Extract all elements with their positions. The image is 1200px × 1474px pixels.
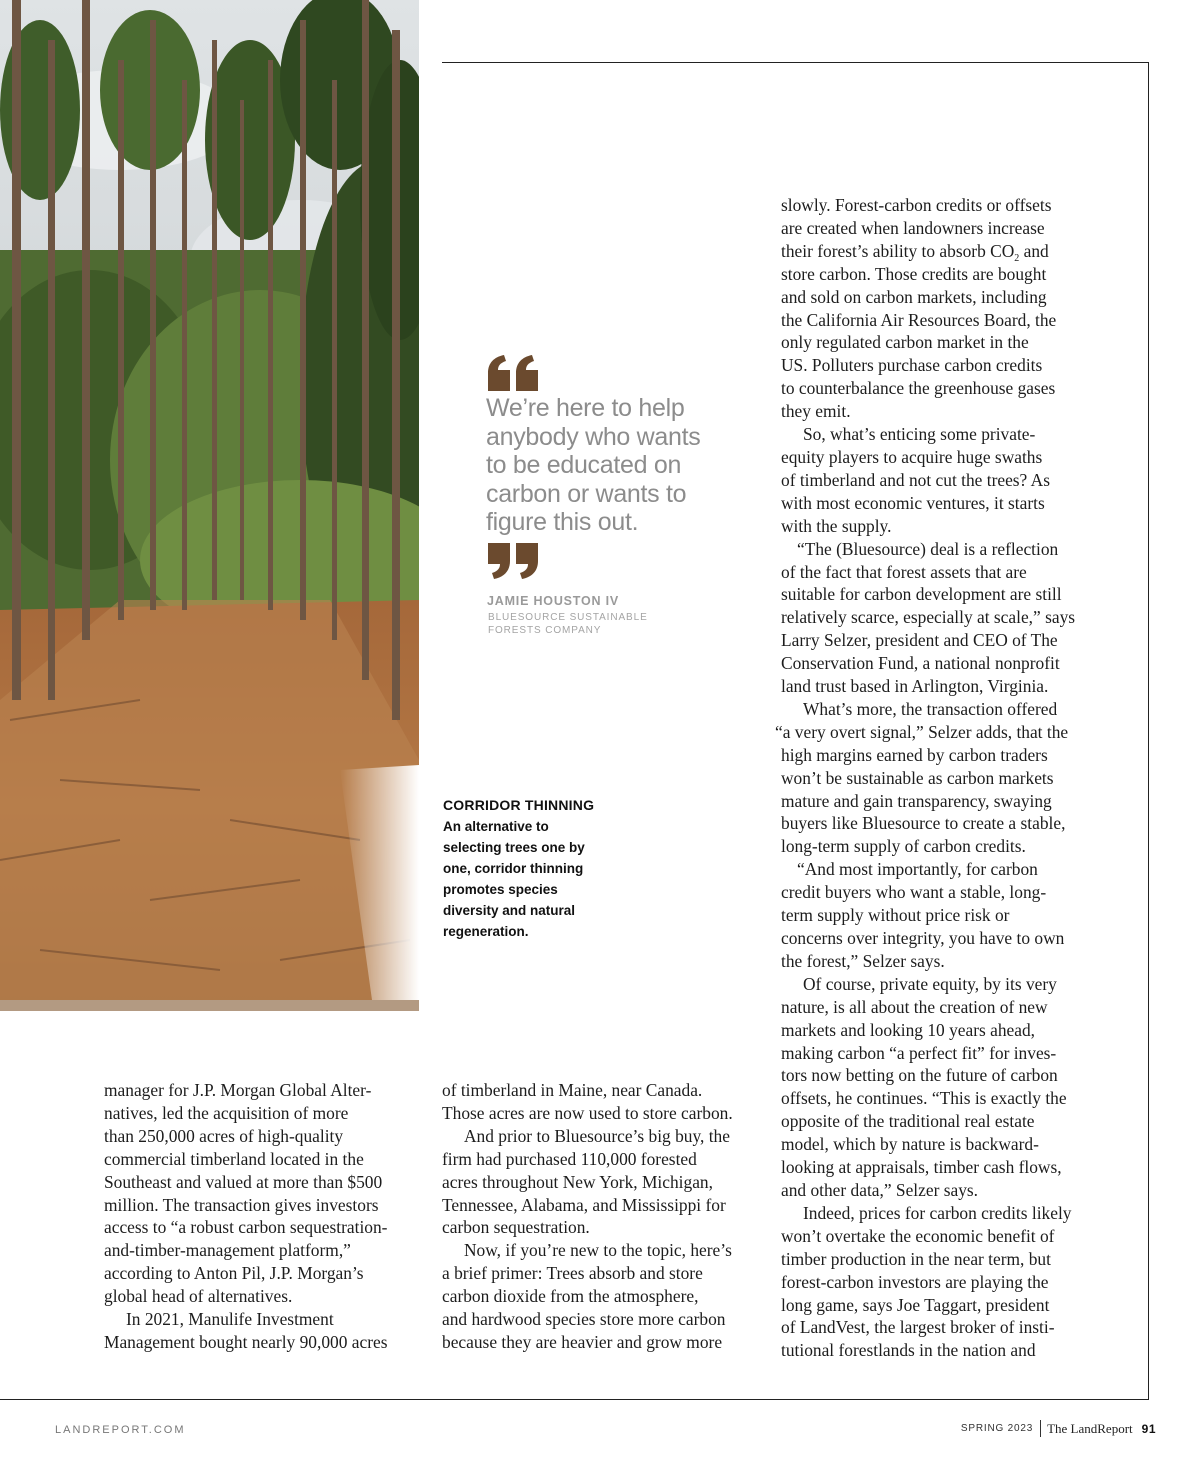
body-line: the California Air Resources Board, the [781,309,1057,330]
body-line: Indeed, prices for carbon credits likely [803,1202,1072,1223]
body-line: buyers like Bluesource to create a stable, [781,813,1066,834]
body-line: firm had purchased 110,000 forested [442,1148,697,1169]
body-line: according to Anton Pil, J.P. Morgan’s [104,1263,364,1284]
photo-caption [443,795,603,942]
caption-body: An alternative to selecting trees one by one, corridor thinning promotes species diversity and natural regeneration. [443,819,585,939]
body-line: a brief primer: Trees absorb and store [442,1263,703,1284]
body-line: won’t be sustainable as carbon markets [781,767,1054,788]
body-line: Southeast and valued at more than $500 [104,1171,383,1192]
body-line: Management bought nearly 90,000 acres [104,1331,388,1352]
body-line: Larry Selzer, president and CEO of The [781,630,1058,651]
footer-folio [961,1420,1156,1437]
body-line: credit buyers who want a stable, long- [781,882,1047,903]
body-line: of the fact that forest assets that are [781,561,1027,582]
body-line: manager for J.P. Morgan Global Alter- [104,1080,372,1100]
frame-bottom-rule [0,1399,1149,1400]
article-column-1 [104,1079,424,1354]
body-line: access to “a robust carbon sequestration- [104,1217,388,1238]
body-line: of timberland and not cut the trees? As [781,469,1050,490]
body-line: Of course, private equity, by its very [803,973,1057,994]
body-line: tutional forestlands in the nation and [781,1340,1036,1361]
open-quote-icon [486,355,540,391]
body-line: global head of alternatives. [104,1286,293,1307]
footer-publication: The LandReport [1047,1420,1133,1436]
body-line: And prior to Bluesource’s big buy, the [464,1125,730,1146]
body-line: In 2021, Manulife Investment [126,1309,334,1330]
body-line: concerns over integrity, you have to own [781,928,1065,948]
body-line: the forest,” Selzer says. [781,950,945,971]
body-line: and-timber-management platform,” [104,1240,351,1261]
body-line: with most economic ventures, it starts [781,492,1045,513]
body-line: Now, if you’re new to the topic, here’s [464,1240,732,1261]
body-line: natives, led the acquisition of more [104,1102,349,1123]
body-line: long-term supply of carbon credits. [781,836,1026,857]
body-line: Those acres are now used to store carbon. [442,1102,733,1123]
body-line: slowly. Forest-carbon credits or offsets [781,195,1052,215]
body-line: So, what’s enticing some private- [803,424,1036,445]
body-line: only regulated carbon market in the [781,332,1029,353]
body-line: suitable for carbon development are still [781,584,1062,605]
body-line: and other data,” Selzer says. [781,1179,979,1200]
body-line: land trust based in Arlington, Virginia. [781,676,1049,697]
body-line: opposite of the traditional real estate [781,1111,1035,1132]
footer-divider [1040,1420,1041,1437]
body-line: to counterbalance the greenhouse gases [781,378,1056,399]
body-line: store carbon. Those credits are bought [781,263,1047,284]
body-line: model, which by nature is backward- [781,1134,1039,1155]
body-line: Conservation Fund, a national nonprofit [781,653,1060,674]
body-line: forest-carbon investors are playing the [781,1271,1049,1292]
footer-website: LANDREPORT.COM [55,1424,186,1436]
body-line: term supply without price risk or [781,905,1010,926]
body-line: than 250,000 acres of high-quality [104,1125,344,1146]
body-line: mature and gain transparency, swaying [781,790,1052,811]
body-line: because they are heavier and grow more [442,1331,723,1352]
body-line: of LandVest, the largest broker of insti- [781,1317,1055,1338]
body-line: nature, is all about the creation of new [781,996,1048,1017]
page-number: 91 [1141,1421,1156,1436]
body-line: markets and looking 10 years ahead, [781,1019,1036,1040]
body-line: million. The transaction gives investors [104,1194,379,1215]
body-line-co2 [781,240,1101,263]
body-line: won’t overtake the economic benefit of [781,1225,1055,1246]
frame-top-rule [442,62,1149,63]
body-line: long game, says Joe Taggart, president [781,1294,1050,1315]
forest-photo-illustration [0,0,419,1011]
pull-quote-organization: BLUESOURCE SUSTAINABLE FORESTS COMPANY [488,612,648,636]
body-line: they emit. [781,401,851,422]
body-line: and hardwood species store more carbon [442,1309,726,1330]
body-line: relatively scarce, especially at scale,” says [781,607,1076,628]
caption-title: CORRIDOR THINNING [443,797,595,813]
body-line: equity players to acquire huge swaths [781,446,1043,467]
body-line: making carbon “a perfect fit” for inves- [781,1042,1057,1063]
body-line: commercial timberland located in the [104,1148,364,1169]
pull-quote-text: We’re here to help anybody who wants to be educated on carbon or wants to figure this out. [486,394,701,536]
body-line: “The (Bluesource) deal is a reflection [797,538,1059,559]
pull-quote-attribution: JAMIE HOUSTON IV [487,594,620,608]
body-line: Tennessee, Alabama, and Mississippi for [442,1194,726,1215]
body-text: and [1019,240,1049,261]
body-line: are created when landowners increase [781,217,1045,238]
body-line: looking at appraisals, timber cash flows, [781,1157,1062,1178]
body-line: acres throughout New York, Michigan, [442,1171,713,1192]
footer-issue: SPRING 2023 [960,1423,1034,1434]
body-line: and sold on carbon markets, including [781,286,1047,307]
body-line: high margins earned by carbon traders [781,744,1048,765]
body-line: tors now betting on the future of carbon [781,1065,1058,1086]
article-column-2 [442,1079,767,1354]
subscript-two: 2 [1014,252,1020,264]
body-line: timber production in the near term, but [781,1248,1051,1269]
forest-photo [0,0,419,1011]
body-line: offsets, he continues. “This is exactly the [781,1088,1067,1109]
article-column-3 [775,194,1101,1362]
body-text: their forest’s ability to absorb CO [781,240,1015,261]
close-quote-icon [486,543,540,579]
body-line: carbon dioxide from the atmosphere, [442,1286,699,1307]
body-line: What’s more, the transaction offered [803,698,1058,719]
frame-right-rule [1148,62,1149,1400]
body-line: US. Polluters purchase carbon credits [781,355,1043,376]
body-line: “a very overt signal,” Selzer adds, that the [775,721,1069,742]
body-line: with the supply. [781,515,892,536]
body-line: “And most importantly, for carbon [797,859,1038,880]
body-line: carbon sequestration. [442,1217,590,1238]
body-line: of timberland in Maine, near Canada. [442,1080,703,1100]
